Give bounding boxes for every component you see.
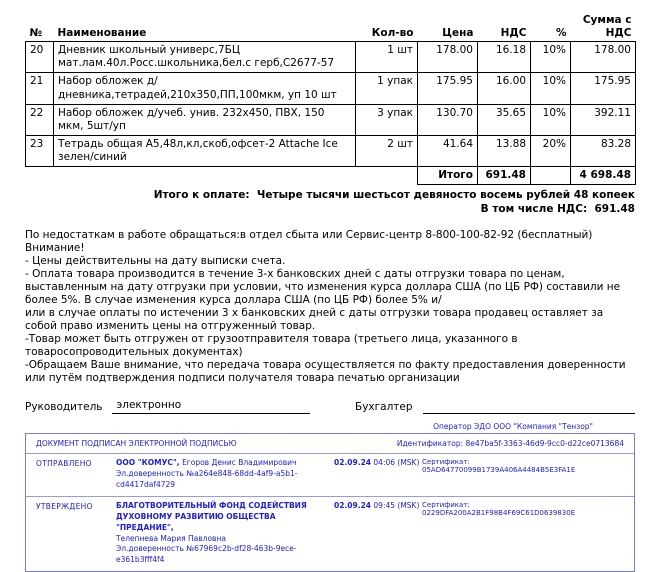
esign-sent-datetime xyxy=(334,458,422,491)
esign-sent-org-line xyxy=(116,458,328,469)
cell-qty: 2 шт xyxy=(356,135,418,166)
table-row xyxy=(26,104,636,135)
cell-vat-pct: 10% xyxy=(531,104,571,135)
cell-vat-pct: 20% xyxy=(531,135,571,166)
director-signature-note: электронно xyxy=(116,398,182,411)
esign-approved-poa: Эл.доверенность №67969c2b-df28-463b-9ece-e361b3fff4f4 xyxy=(116,544,297,565)
cell-vat-pct: 10% xyxy=(531,42,571,73)
director-label: Руководитель xyxy=(25,401,103,414)
summary-section xyxy=(25,188,635,216)
edo-operator: Оператор ЭДО ООО "Компания "Тензор" xyxy=(433,422,593,432)
accountant-label: Бухгалтер xyxy=(355,401,413,414)
cell-vat: 16.18 xyxy=(478,42,531,73)
cell-qty: 3 упак xyxy=(356,104,418,135)
esign-approved-date: 02.09.24 xyxy=(334,500,372,510)
director-signature-block xyxy=(25,399,310,415)
esign-sent-person: Егоров Денис Владимирович xyxy=(182,458,297,468)
vat-total-line xyxy=(25,202,635,216)
cell-price: 41.64 xyxy=(418,135,478,166)
director-signature-line xyxy=(112,411,310,414)
esign-sent-date: 02.09.24 xyxy=(334,458,372,468)
esign-approved-row xyxy=(26,496,634,571)
col-header-vat-pct: % xyxy=(531,12,571,42)
col-header-vat: НДС xyxy=(478,12,531,42)
cell-total: 83.28 xyxy=(571,135,636,166)
totals-label: Итого xyxy=(418,167,478,185)
terms-line: По недостаткам в работе обращаться:в отдел сбыта или Сервис-центр 8-800-100-82-92 (бесплатный) xyxy=(25,228,593,241)
terms-section xyxy=(25,229,635,385)
cell-total: 175.95 xyxy=(571,73,636,104)
esign-approved-time: 09:45 (MSK) xyxy=(373,500,420,510)
cell-number: 22 xyxy=(26,104,54,135)
cell-vat: 13.88 xyxy=(478,135,531,166)
payable-words: Четыре тысячи шестьсот девяносто восемь рублей 48 копеек xyxy=(256,189,635,202)
cell-total: 178.00 xyxy=(571,42,636,73)
table-row xyxy=(26,42,636,73)
esign-title: ДОКУМЕНТ ПОДПИСАН ЭЛЕКТРОННОЙ ПОДПИСЬЮ xyxy=(36,439,237,449)
payable-label: Итого к оплате: xyxy=(153,189,250,202)
accountant-signature-line xyxy=(423,411,635,414)
cell-price: 175.95 xyxy=(418,73,478,104)
table-header-row xyxy=(26,12,636,42)
cell-qty: 1 шт xyxy=(356,42,418,73)
vat-total-value: 691.48 xyxy=(594,203,635,216)
director-signature-area xyxy=(112,399,310,415)
esign-approved-label: УТВЕРЖДЕНО xyxy=(36,501,93,511)
col-header-qty: Кол-во xyxy=(356,12,418,42)
cell-name: Набор обложек д/учеб. унив. 232x450, ПВХ, 150 мкм, 5шт/уп xyxy=(54,104,356,135)
terms-line: - Оплата товара производится в течение 3-х банковских дней с даты отгрузки товара по ценам, выставленным на дату отгрузки при условии, что изменения курса доллара США (по ЦБ РФ) составили не более 5%. В случае изменения курса доллара США (по ЦБ РФ) более 5% и/ xyxy=(25,267,621,306)
esignature-header xyxy=(26,434,634,454)
esign-sent-poa: Эл.доверенность №а264е848-68dd-4af9-a5b1-cd4417daf4729 xyxy=(116,469,298,489)
terms-line: или в случае оплаты по истечении 3 х банковских дней с даты отгрузки товара продавец оставляет за собой право изменить цены на отгруженный товар. xyxy=(25,306,604,332)
esign-approved-cert: Сертификат: 0229DFA200A2B1F98B4F69C61D0639830E xyxy=(422,500,576,517)
cell-price: 178.00 xyxy=(418,42,478,73)
cell-vat-pct: 10% xyxy=(531,73,571,104)
totals-vat: 691.48 xyxy=(478,167,531,185)
esign-approved-org-block xyxy=(116,501,334,566)
cell-name: Тетрадь общая А5,48л,кл,скоб,офсет-2 Attache Ice зелен/синий xyxy=(54,135,356,166)
cell-qty: 1 упак xyxy=(356,73,418,104)
esignature-box xyxy=(25,433,635,572)
accountant-signature-area xyxy=(423,411,635,414)
totals-sum: 4 698.48 xyxy=(571,167,636,185)
esign-sent-row xyxy=(26,454,634,496)
cell-number: 20 xyxy=(26,42,54,73)
terms-line: - Цены действительны на дату выписки счета. xyxy=(25,254,286,267)
terms-line: Внимание! xyxy=(25,241,85,254)
col-header-total: Сумма с НДС xyxy=(571,12,636,42)
col-header-number: № xyxy=(26,12,54,42)
col-header-name: Наименование xyxy=(54,12,356,42)
cell-vat: 16.00 xyxy=(478,73,531,104)
cell-price: 130.70 xyxy=(418,104,478,135)
cell-vat: 35.65 xyxy=(478,104,531,135)
cell-name: Набор обложек д/дневника,тетрадей,210x350,ПП,100мкм, уп 10 шт xyxy=(54,73,356,104)
accountant-signature-block xyxy=(355,401,635,414)
vat-total-label: В том числе НДС: xyxy=(480,203,588,216)
cell-number: 21 xyxy=(26,73,54,104)
esign-sent-cert: Сертификат: 05AD64770099B1739A406A4484B5E3FA1E xyxy=(422,458,576,475)
esign-approved-org: БЛАГОТВОРИТЕЛЬНЫЙ ФОНД СОДЕЙСТВИЯ ДУХОВНОМУ РАЗВИТИЮ ОБЩЕСТВА "ПРЕДАНИЕ", xyxy=(116,500,307,532)
totals-row xyxy=(26,167,636,185)
esignature-stamp xyxy=(25,422,635,572)
esign-approved-person: Телепнева Мария Павловна xyxy=(116,533,226,543)
esign-approved-datetime xyxy=(334,501,422,566)
esign-sent-time: 04:06 (MSK) xyxy=(373,458,420,468)
amount-in-words-line xyxy=(25,188,635,202)
esign-sent-org-block xyxy=(116,458,334,491)
totals-spacer xyxy=(26,167,418,185)
cell-total: 392.11 xyxy=(571,104,636,135)
table-row xyxy=(26,73,636,104)
terms-line: -Товар может быть отгружен от грузоотправителя товара (третьего лица, указанного в товаросопроводительных документах) xyxy=(25,332,518,358)
signature-section xyxy=(25,399,635,415)
terms-line: -Обращаем Ваше внимание, что передача товара осуществляется по факту предоставления доверенности или путём подтверждения подписи получателя товара печатью организации xyxy=(25,358,626,384)
items-table xyxy=(25,12,636,185)
esign-identifier: Идентификатор: 8e47ba5f-3363-46d9-9cc0-d22ce0713684 xyxy=(396,439,624,449)
table-row xyxy=(26,135,636,166)
esign-sent-org: ООО "КОМУС", xyxy=(116,458,180,468)
col-header-price: Цена xyxy=(418,12,478,42)
cell-number: 23 xyxy=(26,135,54,166)
totals-empty-cell xyxy=(531,167,571,185)
cell-name: Дневник школьный универс,7БЦ мат.лам.40л.Росс.школьника,бел.с герб,С2677-57 xyxy=(54,42,356,73)
esign-sent-label: ОТПРАВЛЕНО xyxy=(36,459,92,469)
